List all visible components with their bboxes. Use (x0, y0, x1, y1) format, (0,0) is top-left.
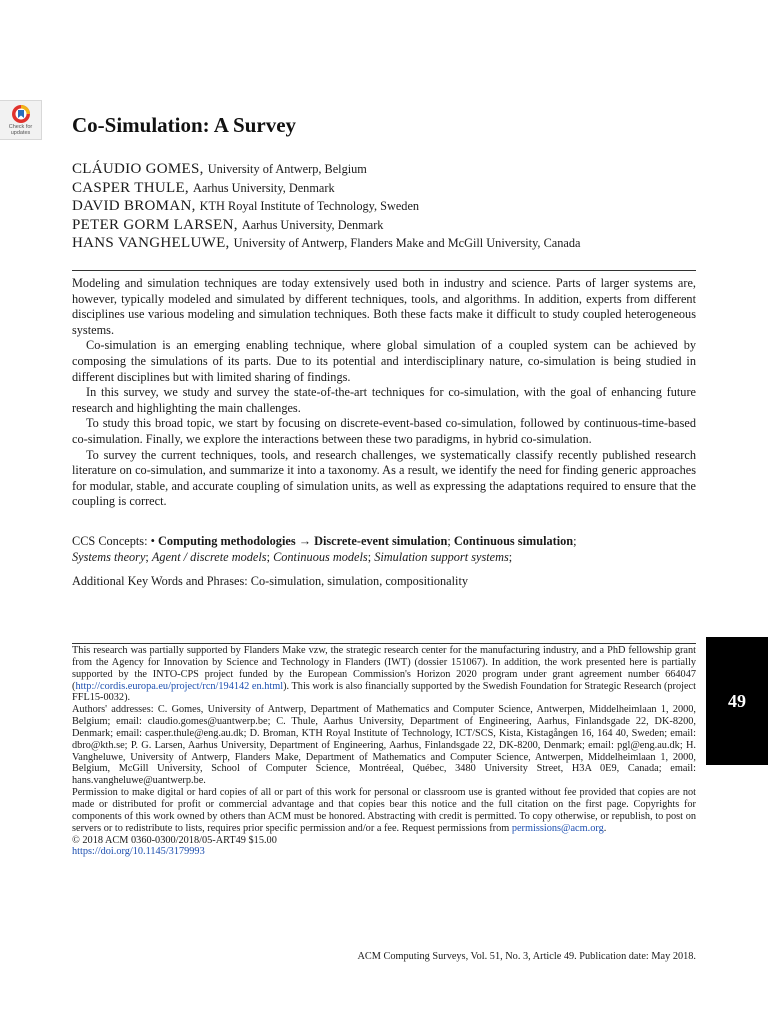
author-affiliation: Aarhus University, Denmark (192, 180, 335, 195)
author-name: HANS VANGHELUWE, (72, 235, 230, 251)
author-entry (72, 160, 712, 179)
badge-label: Check for updates (8, 124, 33, 136)
author-list (72, 160, 712, 253)
cordis-link[interactable]: http://cordis.europa.eu/project/rcn/194142 en.html (75, 680, 284, 692)
author-entry (72, 234, 712, 253)
abstract-paragraph: Co-simulation is an emerging enabling technique, where global simulation of a coupled system can be achieved by composing the simulations of its parts. Due to its potential and interdisciplinary nature, co-simulation is being studied in different disciplines but with limited sharing of findings. (72, 338, 696, 384)
check-for-updates-badge[interactable] (0, 100, 42, 140)
permission-note: Permission to make digital or hard copies of all or part of this work for personal or classroom use is granted without fee provided that copies are not made or distributed for profit or commercial advantage and that copies bear this notice and the full citation on the first page. Copyrights for components of this work owned by others than ACM must be honored. Abstracting with credit is permitted. To copy otherwise, or republish, to post on servers or to redistribute to lists, requires prior specific permission and/or a fee. Request permissions from permissions@acm.org. (72, 787, 696, 834)
permissions-email-link[interactable]: permissions@acm.org (511, 822, 604, 834)
ccs-concepts: CCS Concepts: • Computing methodologies → Discrete-event simulation; Continuous simulation; Systems theory; Agent / discrete models; Continuous models; Simulation support systems; (72, 534, 577, 564)
author-entry (72, 197, 712, 216)
abstract-paragraph: In this survey, we study and survey the state-of-the-art techniques for co-simulation, with the goal of enhancing future research and highlighting the main challenges. (72, 385, 696, 415)
abstract-paragraph: To study this broad topic, we start by focusing on discrete-event-based co-simulation, followed by continuous-time-based co-simulation. Finally, we explore the interactions between these two paradigms, in hybrid co-simulation. (72, 416, 696, 446)
author-affiliation: University of Antwerp, Belgium (207, 162, 367, 176)
abstract-divider (72, 270, 696, 271)
abstract (72, 276, 696, 510)
author-entry (72, 216, 712, 235)
funding-note: This research was partially supported by Flanders Make vzw, the strategic research center for the manufacturing industry, and a PhD fellowship grant from the Agency for Innovation by Science and Technology in Flanders (IWT) (dossier 151067). In addition, the work presented here is partially supported by the INTO-CPS project funded by the European Commission's Horizon 2020 program under grant agreement number 664047 (http://cordis.europa.eu/project/rcn/194142 en.html). This work is also financially supported by the Swedish Foundation for Strategic Research (project FFL15-0032). (72, 645, 696, 704)
author-name: DAVID BROMAN, (72, 198, 196, 214)
article-number-tab: 49 (706, 637, 768, 765)
abstract-paragraph: Modeling and simulation techniques are today extensively used both in industry and science. Parts of larger systems are, however, typically modeled and simulated by different techniques, tools, and algorithms. In addition, experts from different disciplines use various modeling and simulation techniques. Both these facts make it difficult to study coupled heterogeneous systems. (72, 276, 696, 337)
authors-addresses: Authors' addresses: C. Gomes, University of Antwerp, Department of Mathematics and Computer Science, Antwerpen, Middelheimlaan 1, 2000, Belgium; email: claudio.gomes@uantwerp.be; C. Thule, Aarhus University, Department of Engineering, Aarhus, Finlandsgade 22, DK-8200, Denmark; email: casper.thule@eng.au.dk; D. Broman, KTH Royal Institute of Technology, ICT/SCS, Kista, Kistagången 16, 164 40, Sweden; email: dbro@kth.se; P. G. Larsen, Aarhus University, Department of Engineering, Aarhus, Finlandsgade 22, DK-8200, Denmark; email: pgl@eng.au.dk; H. Vangheluwe, University of Antwerp, Flanders Make, Department of Mathematics and Computer Science, Antwerpen, Middelheimlaan 1, 2000, Belgium, McGill University, School of Computer Science, Montréeal, Québec, 3480 University Street, H3A 0E9, Canada; email: hans.vangheluwe@uantwerp.be. (72, 704, 696, 787)
author-affiliation: Aarhus University, Denmark (241, 217, 384, 232)
paper-title: Co-Simulation: A Survey (72, 113, 297, 137)
check-for-updates-icon (11, 104, 31, 124)
doi-link[interactable]: https://doi.org/10.1145/3179993 (72, 846, 205, 858)
author-affiliation: University of Antwerp, Flanders Make and McGill University, Canada (233, 236, 581, 250)
keywords: Additional Key Words and Phrases: Co-simulation, simulation, compositionality (72, 574, 469, 588)
author-name: CASPER THULE, (72, 179, 189, 196)
author-name: PETER GORM LARSEN, (72, 216, 238, 233)
abstract-paragraph: To survey the current techniques, tools, and research challenges, we systematically classify recently published research literature on co-simulation, and summarize it into a taxonomy. As a result, we identify the need for finding generic approaches for modular, stable, and accurate coupling of simulation units, as well as expressing the adaptations required to ensure that the coupling is correct. (72, 447, 696, 509)
journal-footer: ACM Computing Surveys, Vol. 51, No. 3, Article 49. Publication date: May 2018. (357, 951, 696, 962)
footnotes (72, 645, 696, 858)
author-name: CLÁUDIO GOMES, (72, 161, 204, 177)
footnote-divider (72, 643, 696, 644)
author-affiliation: KTH Royal Institute of Technology, Sweden (199, 199, 420, 213)
author-entry (72, 179, 712, 198)
copyright-line: © 2018 ACM 0360-0300/2018/05-ART49 $15.00 (72, 834, 277, 846)
